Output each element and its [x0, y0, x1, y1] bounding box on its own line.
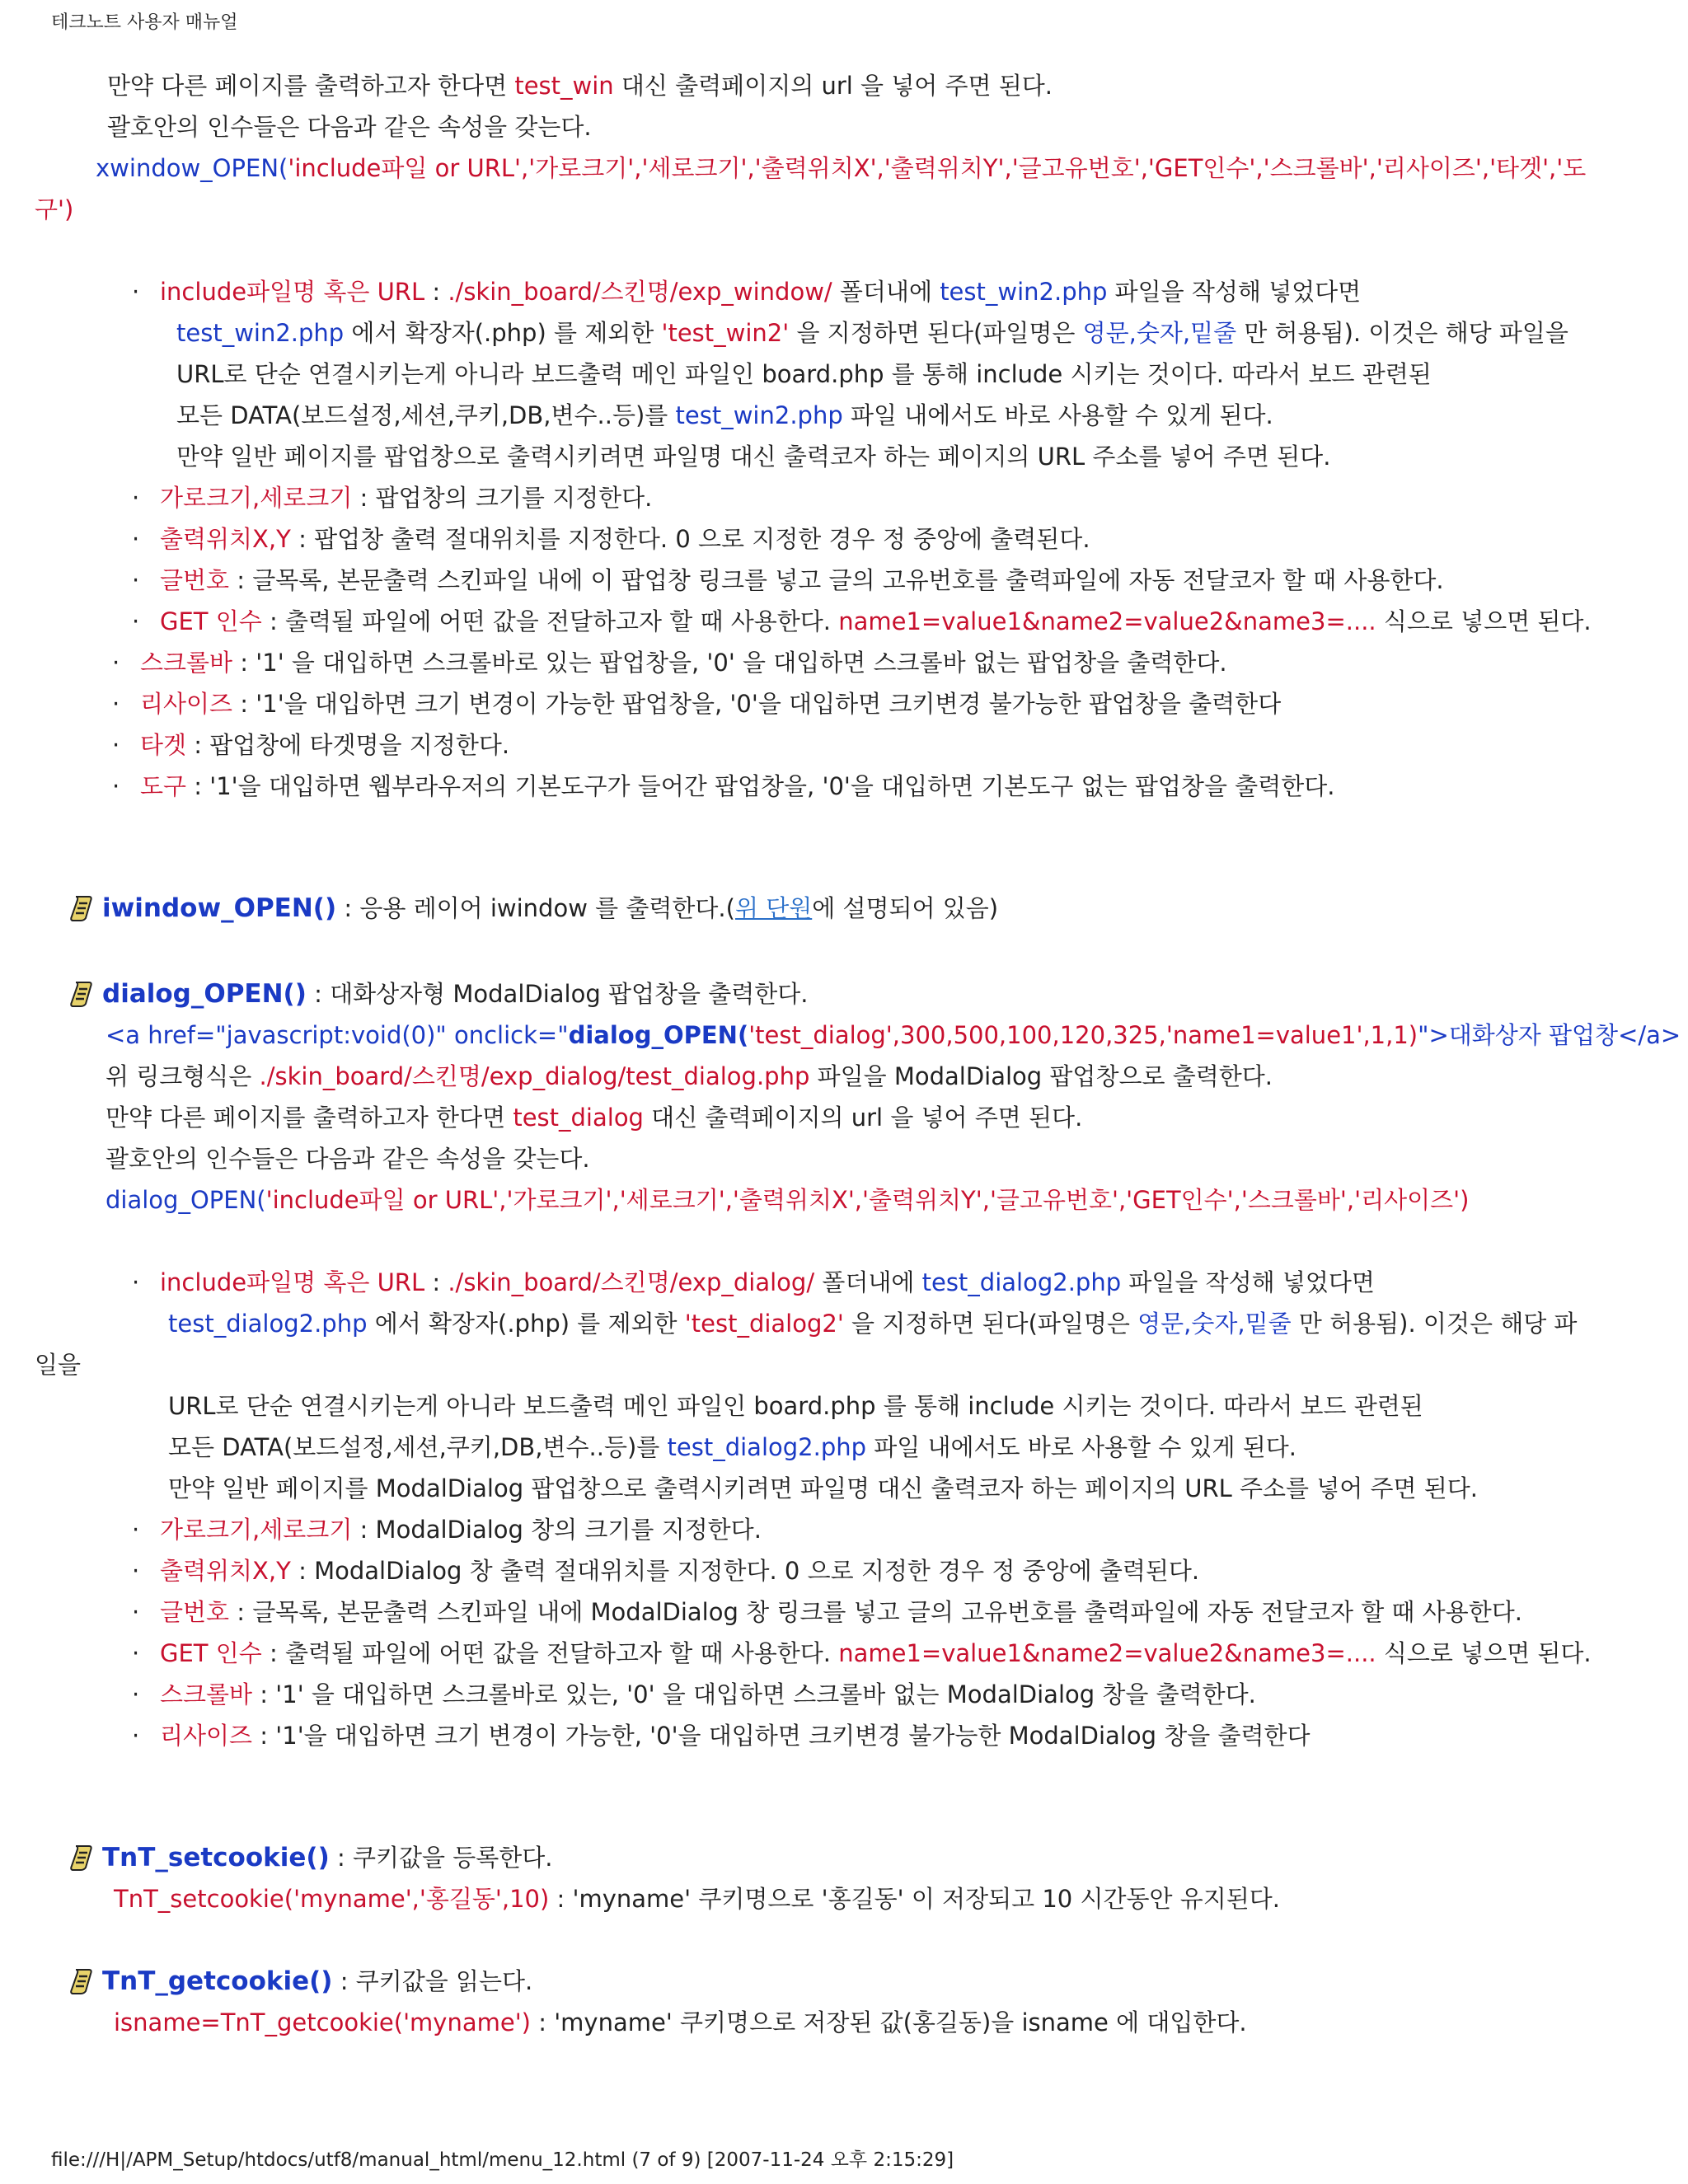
script-icon	[69, 981, 94, 1015]
list-item: · 리사이즈 : '1'을 대입하면 크기 변경이 가능한, '0'을 대입하면 크키변경 불가능한 ModalDialog 창을 출력한다	[132, 1722, 1311, 1750]
list-item: · GET 인수 : 출력될 파일에 어떤 값을 전달하고자 할 때 사용한다. name1=value1&name2=value2&name3=.... 식으로 넣으면 된다.	[132, 1639, 1592, 1667]
list-item: · include파일명 혹은 URL : ./skin_board/스킨명/exp_window/ 폴더내에 test_win2.php 파일을 작성해 넣었다면	[132, 278, 1362, 306]
list-item: · 리사이즈 : '1'을 대입하면 크기 변경이 가능한 팝업창을, '0'을 대입하면 크키변경 불가능한 팝업창을 출력한다	[112, 690, 1282, 718]
list-item-continuation: 만약 일반 페이지를 팝업창으로 출력시키려면 파일명 대신 출력코자 하는 페이지의 URL 주소를 넣어 주면 된다.	[176, 443, 1331, 471]
paragraph: 만약 다른 페이지를 출력하고자 한다면 test_dialog 대신 출력페이지의 url 을 넣어 주면 된다.	[106, 1104, 1083, 1132]
function-heading: dialog_OPEN() : 대화상자형 ModalDialog 팝업창을 출력한다.	[69, 977, 809, 1015]
paragraph: 괄호안의 인수들은 다음과 같은 속성을 갖는다.	[107, 113, 592, 141]
list-item-continuation: 만약 일반 페이지를 ModalDialog 팝업창으로 출력시키려면 파일명 대신 출력코자 하는 페이지의 URL 주소를 넣어 주면 된다.	[168, 1474, 1478, 1502]
list-item-continuation: 모든 DATA(보드설정,세션,쿠키,DB,변수..등)를 test_dialog2.php 파일 내에서도 바로 사용할 수 있게 된다.	[168, 1433, 1297, 1461]
list-item: · 글번호 : 글목록, 본문출력 스킨파일 내에 ModalDialog 창 링크를 넣고 글의 고유번호를 출력파일에 자동 전달코자 할 때 사용한다.	[132, 1598, 1522, 1626]
list-item: · 타겟 : 팝업창에 타겟명을 지정한다.	[112, 731, 510, 759]
function-heading: TnT_getcookie() : 쿠키값을 읽는다.	[69, 1965, 532, 2003]
link-previous-section[interactable]: 위 단원	[734, 894, 813, 922]
function-heading: TnT_setcookie() : 쿠키값을 등록한다.	[69, 1841, 553, 1879]
list-item-continuation: 일을	[35, 1351, 82, 1379]
list-item: · GET 인수 : 출력될 파일에 어떤 값을 전달하고자 할 때 사용한다. name1=value1&name2=value2&name3=.... 식으로 넣으면 된다.	[132, 607, 1592, 635]
list-item: · 출력위치X,Y : 팝업창 출력 절대위치를 지정한다. 0 으로 지정한 경우 정 중앙에 출력된다.	[132, 525, 1090, 553]
list-item: · 가로크기,세로크기 : ModalDialog 창의 크기를 지정한다.	[132, 1516, 762, 1544]
list-item: · 출력위치X,Y : ModalDialog 창 출력 절대위치를 지정한다. 0 으로 지정한 경우 정 중앙에 출력된다.	[132, 1557, 1200, 1585]
list-item-continuation: test_win2.php 에서 확장자(.php) 를 제외한 'test_win2' 을 지정하면 된다(파일명은 영문,숫자,밑줄 만 허용됨). 이것은 해당 파일을	[176, 319, 1568, 347]
list-item-continuation: test_dialog2.php 에서 확장자(.php) 를 제외한 'test_dialog2' 을 지정하면 된다(파일명은 영문,숫자,밑줄 만 허용됨). 이것은 해당 파	[168, 1310, 1578, 1338]
list-item: · 스크롤바 : '1' 을 대입하면 스크롤바로 있는, '0' 을 대입하면 스크롤바 없는 ModalDialog 창을 출력한다.	[132, 1680, 1256, 1708]
script-icon	[69, 1844, 94, 1879]
function-signature-wrap: 구')	[35, 195, 74, 223]
code-example: isname=TnT_getcookie('myname') : 'myname' 쿠키명으로 저장된 값(홍길동)을 isname 에 대입한다.	[114, 2008, 1247, 2036]
paragraph: 괄호안의 인수들은 다음과 같은 속성을 갖는다.	[106, 1145, 590, 1173]
script-icon	[69, 1968, 94, 2003]
code-example: TnT_setcookie('myname','홍길동',10) : 'myname' 쿠키명으로 '홍길동' 이 저장되고 10 시간동안 유지된다.	[114, 1885, 1281, 1913]
paragraph: 만약 다른 페이지를 출력하고자 한다면 test_win 대신 출력페이지의 url 을 넣어 주면 된다.	[107, 72, 1053, 100]
list-item: · 글번호 : 글목록, 본문출력 스킨파일 내에 이 팝업창 링크를 넣고 글의 고유번호를 출력파일에 자동 전달코자 할 때 사용한다.	[132, 566, 1444, 594]
list-item: · 가로크기,세로크기 : 팝업창의 크기를 지정한다.	[132, 484, 653, 512]
list-item: · include파일명 혹은 URL : ./skin_board/스킨명/exp_dialog/ 폴더내에 test_dialog2.php 파일을 작성해 넣었다면	[132, 1268, 1375, 1296]
script-icon	[69, 895, 94, 930]
list-item: · 스크롤바 : '1' 을 대입하면 스크롤바로 있는 팝업창을, '0' 을 대입하면 스크롤바 없는 팝업창을 출력한다.	[112, 649, 1227, 677]
document-header: 테크노트 사용자 매뉴얼	[51, 12, 238, 33]
list-item-continuation: URL로 단순 연결시키는게 아니라 보드출력 메인 파일인 board.php 를 통해 include 시키는 것이다. 따라서 보드 관련된	[176, 360, 1432, 388]
paragraph: 위 링크형식은 ./skin_board/스킨명/exp_dialog/test_dialog.php 파일을 ModalDialog 팝업창으로 출력한다.	[106, 1062, 1273, 1090]
list-item-continuation: URL로 단순 연결시키는게 아니라 보드출력 메인 파일인 board.php 를 통해 include 시키는 것이다. 따라서 보드 관련된	[168, 1392, 1423, 1420]
function-signature: xwindow_OPEN('include파일 or URL','가로크기','세로크기','출력위치X','출력위치Y','글고유번호','GET인수','스크롤바','리사이즈','타겟','도	[96, 154, 1587, 182]
list-item-continuation: 모든 DATA(보드설정,세션,쿠키,DB,변수..등)를 test_win2.php 파일 내에서도 바로 사용할 수 있게 된다.	[176, 401, 1273, 429]
list-item: · 도구 : '1'을 대입하면 웹부라우저의 기본도구가 들어간 팝업창을, '0'을 대입하면 기본도구 없는 팝업창을 출력한다.	[112, 772, 1335, 800]
function-signature: dialog_OPEN('include파일 or URL','가로크기','세로크기','출력위치X','출력위치Y','글고유번호','GET인수','스크롤바','리사이즈')	[106, 1186, 1470, 1214]
code-example: <a href="javascript:void(0)" onclick="dialog_OPEN('test_dialog',300,500,100,120,325,'name1=value1',1,1)">대화상자 팝업창</a>	[106, 1021, 1681, 1049]
function-heading: iwindow_OPEN() : 응용 레이어 iwindow 를 출력한다.(위 단원에 설명되어 있음)	[69, 892, 998, 930]
page-footer: file:///H|/APM_Setup/htdocs/utf8/manual_html/menu_12.html (7 of 9) [2007-11-24 오후 2:15:29]	[51, 2149, 954, 2171]
